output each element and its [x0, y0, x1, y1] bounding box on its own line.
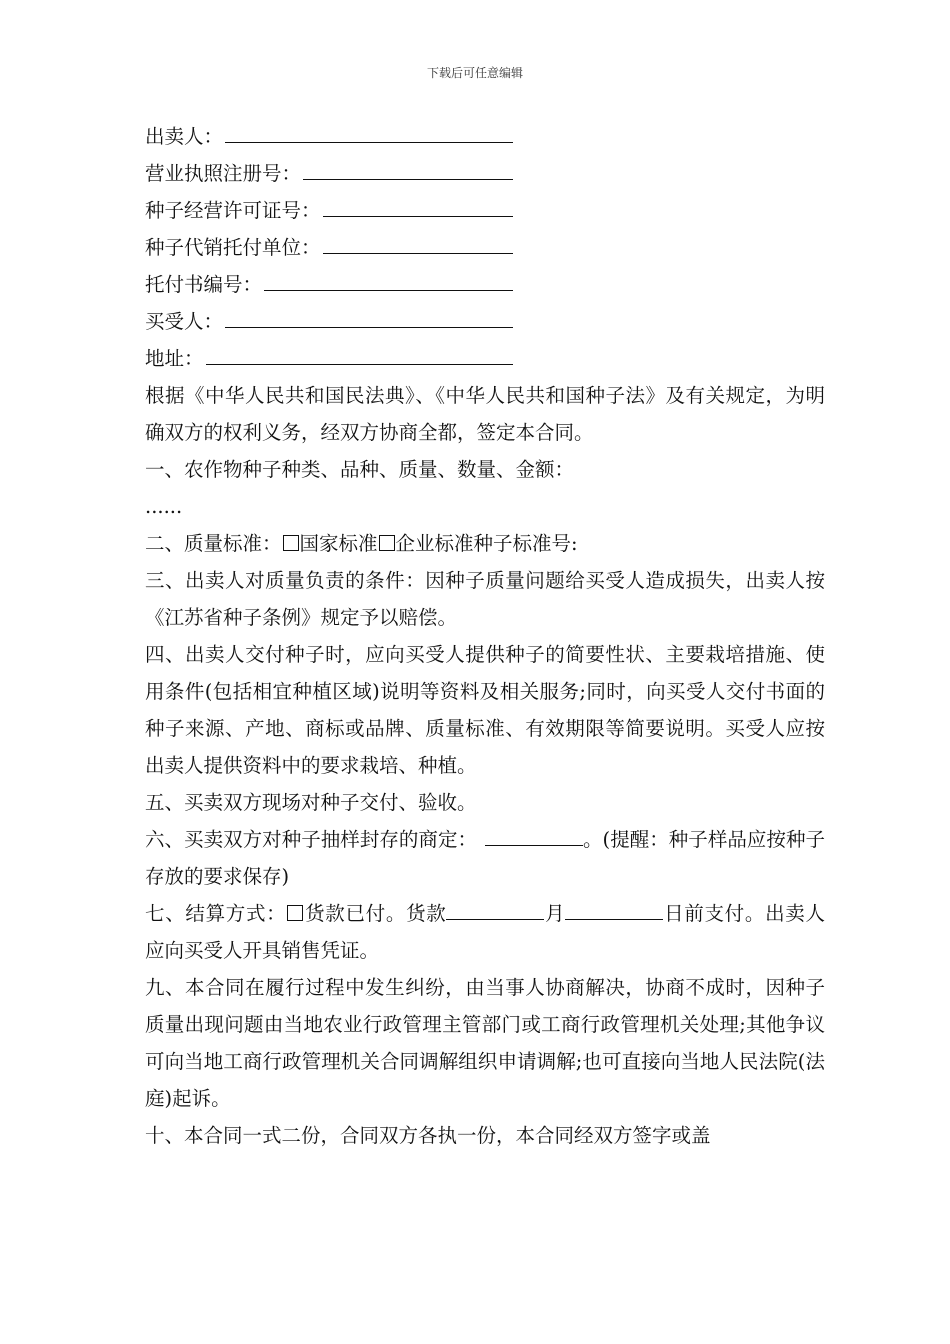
- entrust-number-label: 托付书编号：: [145, 273, 263, 296]
- clause-6-prefix: 六、买卖双方对种子抽样封存的商定：: [145, 828, 477, 851]
- clause-7-text-b: 月: [544, 902, 566, 925]
- address-field: [145, 340, 513, 377]
- clause-6: [145, 821, 825, 895]
- entrust-number-field: [145, 266, 513, 303]
- clause-5: 五、买卖双方现场对种子交付、验收。: [145, 791, 477, 814]
- buyer-blank[interactable]: [225, 305, 513, 328]
- clause-2-prefix: 二、质量标准：: [145, 532, 282, 555]
- clause-9: 九、本合同在履行过程中发生纠纷，由当事人协商解决，协商不成时，因种子质量出现问题由当地农业行政管理主管部门或工商行政管理机关处理;其他争议可向当地工商行政管理机关合同调解组织申请调解;也可直接向当地人民法院(法庭)起诉。: [145, 976, 825, 1110]
- buyer-field: [145, 303, 513, 340]
- seed-permit-label: 种子经营许可证号：: [145, 199, 321, 222]
- contract-body: [145, 118, 825, 1154]
- header-note: 下载后可任意编辑: [426, 66, 523, 80]
- clause-6-suffix: 。(提醒：种子样品应按种子存放的要求保存): [145, 828, 825, 888]
- clause-3: 三、出卖人对质量负责的条件：因种子质量问题给买受人造成损失，出卖人按《江苏省种子条例》规定予以赔偿。: [145, 569, 825, 629]
- agent-unit-label: 种子代销托付单位：: [145, 236, 321, 259]
- seed-permit-blank[interactable]: [323, 194, 513, 217]
- month-blank[interactable]: [446, 899, 544, 920]
- clause-10: 十、本合同一式二份，合同双方各执一份，本合同经双方签字或盖: [145, 1124, 711, 1147]
- clause-1: 一、农作物种子种类、品种、质量、数量、金额：: [145, 458, 575, 481]
- enterprise-standard-label: 企业标准种子标准号:: [395, 532, 578, 555]
- clause-4: 四、出卖人交付种子时，应向买受人提供种子的简要性状、主要栽培措施、使用条件(包括相宜种植区域)说明等资料及相关服务;同时，向买受人交付书面的种子来源、产地、商标或品牌、质量标准、有效期限等简要说明。买受人应按出卖人提供资料中的要求栽培、种植。: [145, 643, 825, 777]
- buyer-label: 买受人：: [145, 310, 224, 333]
- national-standard-label: 国家标准: [299, 532, 378, 555]
- clause-2: [145, 525, 825, 562]
- agent-unit-blank[interactable]: [323, 231, 513, 254]
- seller-field: [145, 118, 513, 155]
- national-standard-checkbox[interactable]: [283, 535, 299, 551]
- address-label: 地址：: [145, 347, 204, 370]
- agent-unit-field: [145, 229, 513, 266]
- day-blank[interactable]: [565, 899, 663, 920]
- clause-7: [145, 895, 825, 969]
- enterprise-standard-checkbox[interactable]: [379, 535, 395, 551]
- clause-7-prefix: 七、结算方式：: [145, 902, 287, 925]
- license-number-field: [145, 155, 513, 192]
- intro-paragraph: 根据《中华人民共和国民法典》、《中华人民共和国种子法》及有关规定，为明确双方的权利义务，经双方协商全都，签定本合同。: [145, 384, 825, 444]
- seller-blank[interactable]: [225, 120, 513, 143]
- address-blank[interactable]: [206, 342, 513, 365]
- ellipsis: ......: [145, 495, 183, 518]
- clause-7-text-a: 货款已付。货款: [304, 902, 447, 925]
- seller-label: 出卖人：: [145, 125, 224, 148]
- paid-checkbox[interactable]: [287, 905, 303, 921]
- license-number-label: 营业执照注册号：: [145, 162, 302, 185]
- clause-7-text-c: 日前支付。出卖人应向买受人开具销售凭证。: [145, 902, 825, 962]
- entrust-number-blank[interactable]: [264, 268, 513, 291]
- seed-permit-field: [145, 192, 513, 229]
- sample-seal-blank[interactable]: [485, 825, 583, 846]
- license-number-blank[interactable]: [303, 157, 513, 180]
